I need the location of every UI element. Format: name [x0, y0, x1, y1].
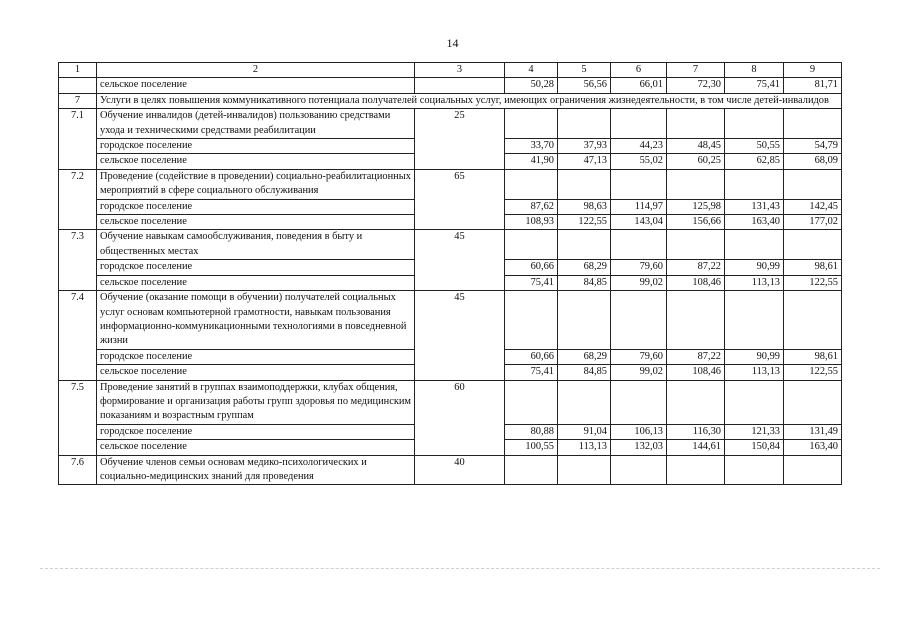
value-cell: 62,85	[725, 154, 784, 169]
item-title: Обучение (оказание помощи в обучении) получателей социальных услуг основам компьютерной грамотности, навыкам пользования информационно-коммуникационными технологиями в повседневной жизни	[97, 291, 415, 350]
empty-cell	[505, 380, 558, 424]
norm-cell: 45	[415, 291, 505, 380]
empty-cell	[505, 169, 558, 199]
value-cell: 98,61	[784, 260, 842, 275]
row-label: сельское поселение	[97, 440, 415, 455]
header-cell: 7	[667, 63, 725, 78]
value-cell: 84,85	[558, 275, 611, 290]
value-cell: 60,25	[667, 154, 725, 169]
header-row	[59, 63, 842, 78]
empty-cell	[725, 380, 784, 424]
value-cell: 55,02	[611, 154, 667, 169]
value-cell: 142,45	[784, 199, 842, 214]
value-cell: 75,41	[505, 365, 558, 380]
value-cell: 47,13	[558, 154, 611, 169]
item-title: Проведение занятий в группах взаимоподдержки, клубах общения, формирование и организация работы групп здоровья по медицинским показаниям и возрастным группам	[97, 380, 415, 424]
value-cell: 33,70	[505, 139, 558, 154]
value-cell: 56,56	[558, 78, 611, 93]
header-cell: 1	[59, 63, 97, 78]
norm-cell: 40	[415, 455, 505, 485]
section-number: 7	[59, 93, 97, 108]
item-number: 7.1	[59, 109, 97, 170]
value-cell: 79,60	[611, 260, 667, 275]
value-cell: 100,55	[505, 440, 558, 455]
value-cell: 90,99	[725, 349, 784, 364]
empty-cell	[611, 230, 667, 260]
item-number: 7.5	[59, 380, 97, 455]
empty-cell	[784, 230, 842, 260]
header-cell: 5	[558, 63, 611, 78]
value-cell: 131,43	[725, 199, 784, 214]
item-title: Обучение членов семьи основам медико-психологических и социально-медицинских знаний для проведения	[97, 455, 415, 485]
row-label: городское поселение	[97, 424, 415, 439]
value-cell: 114,97	[611, 199, 667, 214]
value-cell: 125,98	[667, 199, 725, 214]
value-cell: 163,40	[725, 215, 784, 230]
value-cell: 113,13	[725, 365, 784, 380]
value-cell: 87,22	[667, 260, 725, 275]
value-cell: 108,93	[505, 215, 558, 230]
norm-cell: 25	[415, 109, 505, 170]
value-cell: 132,03	[611, 440, 667, 455]
empty-cell	[667, 455, 725, 485]
norm-cell: 45	[415, 230, 505, 291]
value-cell: 99,02	[611, 365, 667, 380]
value-cell: 121,33	[725, 424, 784, 439]
empty-cell	[725, 109, 784, 139]
empty-cell	[725, 169, 784, 199]
value-cell: 72,30	[667, 78, 725, 93]
table-body	[59, 63, 842, 485]
value-cell: 150,84	[725, 440, 784, 455]
col3-cell	[415, 78, 505, 93]
item-title: Проведение (содействие в проведении) социально-реабилитационных мероприятий в сфере социального обслуживания	[97, 169, 415, 199]
value-cell: 87,22	[667, 349, 725, 364]
value-cell: 87,62	[505, 199, 558, 214]
value-cell: 79,60	[611, 349, 667, 364]
item-number: 7.2	[59, 169, 97, 230]
value-cell: 98,63	[558, 199, 611, 214]
row-label: городское поселение	[97, 139, 415, 154]
row-label: сельское поселение	[97, 275, 415, 290]
value-cell: 50,28	[505, 78, 558, 93]
item-row	[59, 291, 842, 350]
value-cell: 177,02	[784, 215, 842, 230]
value-cell: 54,79	[784, 139, 842, 154]
empty-cell	[611, 169, 667, 199]
value-cell: 60,66	[505, 260, 558, 275]
header-cell: 9	[784, 63, 842, 78]
row-label: городское поселение	[97, 349, 415, 364]
num-cell	[59, 78, 97, 93]
value-cell: 122,55	[784, 275, 842, 290]
value-cell: 50,55	[725, 139, 784, 154]
empty-cell	[558, 169, 611, 199]
empty-cell	[667, 169, 725, 199]
empty-cell	[611, 455, 667, 485]
value-cell: 113,13	[725, 275, 784, 290]
value-cell: 90,99	[725, 260, 784, 275]
section-title: Услуги в целях повышения коммуникативного потенциала получателей социальных услуг, имеющих ограничения жизнедеятельности, в том числе детей-инвалидов	[97, 93, 842, 108]
norm-cell: 65	[415, 169, 505, 230]
empty-cell	[667, 380, 725, 424]
value-cell: 144,61	[667, 440, 725, 455]
row-label: сельское поселение	[97, 154, 415, 169]
value-cell: 68,29	[558, 349, 611, 364]
value-cell: 98,61	[784, 349, 842, 364]
value-cell: 84,85	[558, 365, 611, 380]
header-cell: 2	[97, 63, 415, 78]
empty-cell	[784, 455, 842, 485]
value-cell: 108,46	[667, 365, 725, 380]
value-cell: 91,04	[558, 424, 611, 439]
empty-cell	[667, 230, 725, 260]
empty-cell	[667, 109, 725, 139]
table-row	[59, 78, 842, 93]
value-cell: 156,66	[667, 215, 725, 230]
item-number: 7.6	[59, 455, 97, 485]
item-title: Обучение навыкам самообслуживания, поведения в быту и общественных местах	[97, 230, 415, 260]
value-cell: 66,01	[611, 78, 667, 93]
value-cell: 113,13	[558, 440, 611, 455]
value-cell: 143,04	[611, 215, 667, 230]
empty-cell	[505, 291, 558, 350]
empty-cell	[784, 169, 842, 199]
value-cell: 48,45	[667, 139, 725, 154]
page-number: 14	[446, 36, 459, 50]
empty-cell	[725, 291, 784, 350]
empty-cell	[558, 455, 611, 485]
header-cell: 6	[611, 63, 667, 78]
value-cell: 68,09	[784, 154, 842, 169]
norm-cell: 60	[415, 380, 505, 455]
header-cell: 3	[415, 63, 505, 78]
value-cell: 44,23	[611, 139, 667, 154]
empty-cell	[505, 455, 558, 485]
header-cell: 4	[505, 63, 558, 78]
empty-cell	[558, 380, 611, 424]
empty-cell	[611, 109, 667, 139]
empty-cell	[611, 291, 667, 350]
value-cell: 75,41	[505, 275, 558, 290]
row-label: сельское поселение	[97, 78, 415, 93]
empty-cell	[558, 109, 611, 139]
row-label: сельское поселение	[97, 215, 415, 230]
item-title: Обучение инвалидов (детей-инвалидов) пользованию средствами ухода и техническими средствами реабилитации	[97, 109, 415, 139]
item-row	[59, 230, 842, 260]
item-number: 7.4	[59, 291, 97, 380]
tariff-table	[58, 62, 842, 485]
row-label: городское поселение	[97, 260, 415, 275]
value-cell: 60,66	[505, 349, 558, 364]
empty-cell	[558, 230, 611, 260]
row-label: сельское поселение	[97, 365, 415, 380]
value-cell: 131,49	[784, 424, 842, 439]
item-row	[59, 380, 842, 424]
value-cell: 75,41	[725, 78, 784, 93]
value-cell: 122,55	[558, 215, 611, 230]
value-cell: 108,46	[667, 275, 725, 290]
empty-cell	[725, 455, 784, 485]
value-cell: 99,02	[611, 275, 667, 290]
item-row	[59, 455, 842, 485]
section-row	[59, 93, 842, 108]
value-cell: 116,30	[667, 424, 725, 439]
value-cell: 37,93	[558, 139, 611, 154]
value-cell: 81,71	[784, 78, 842, 93]
value-cell: 80,88	[505, 424, 558, 439]
empty-cell	[784, 291, 842, 350]
value-cell: 68,29	[558, 260, 611, 275]
item-row	[59, 109, 842, 139]
empty-cell	[784, 109, 842, 139]
empty-cell	[667, 291, 725, 350]
item-row	[59, 169, 842, 199]
empty-cell	[558, 291, 611, 350]
value-cell: 122,55	[784, 365, 842, 380]
row-label: городское поселение	[97, 199, 415, 214]
empty-cell	[505, 230, 558, 260]
value-cell: 163,40	[784, 440, 842, 455]
item-number: 7.3	[59, 230, 97, 291]
value-cell: 41,90	[505, 154, 558, 169]
empty-cell	[725, 230, 784, 260]
empty-cell	[505, 109, 558, 139]
value-cell: 106,13	[611, 424, 667, 439]
header-cell: 8	[725, 63, 784, 78]
empty-cell	[611, 380, 667, 424]
empty-cell	[784, 380, 842, 424]
scan-artifact	[40, 568, 880, 570]
